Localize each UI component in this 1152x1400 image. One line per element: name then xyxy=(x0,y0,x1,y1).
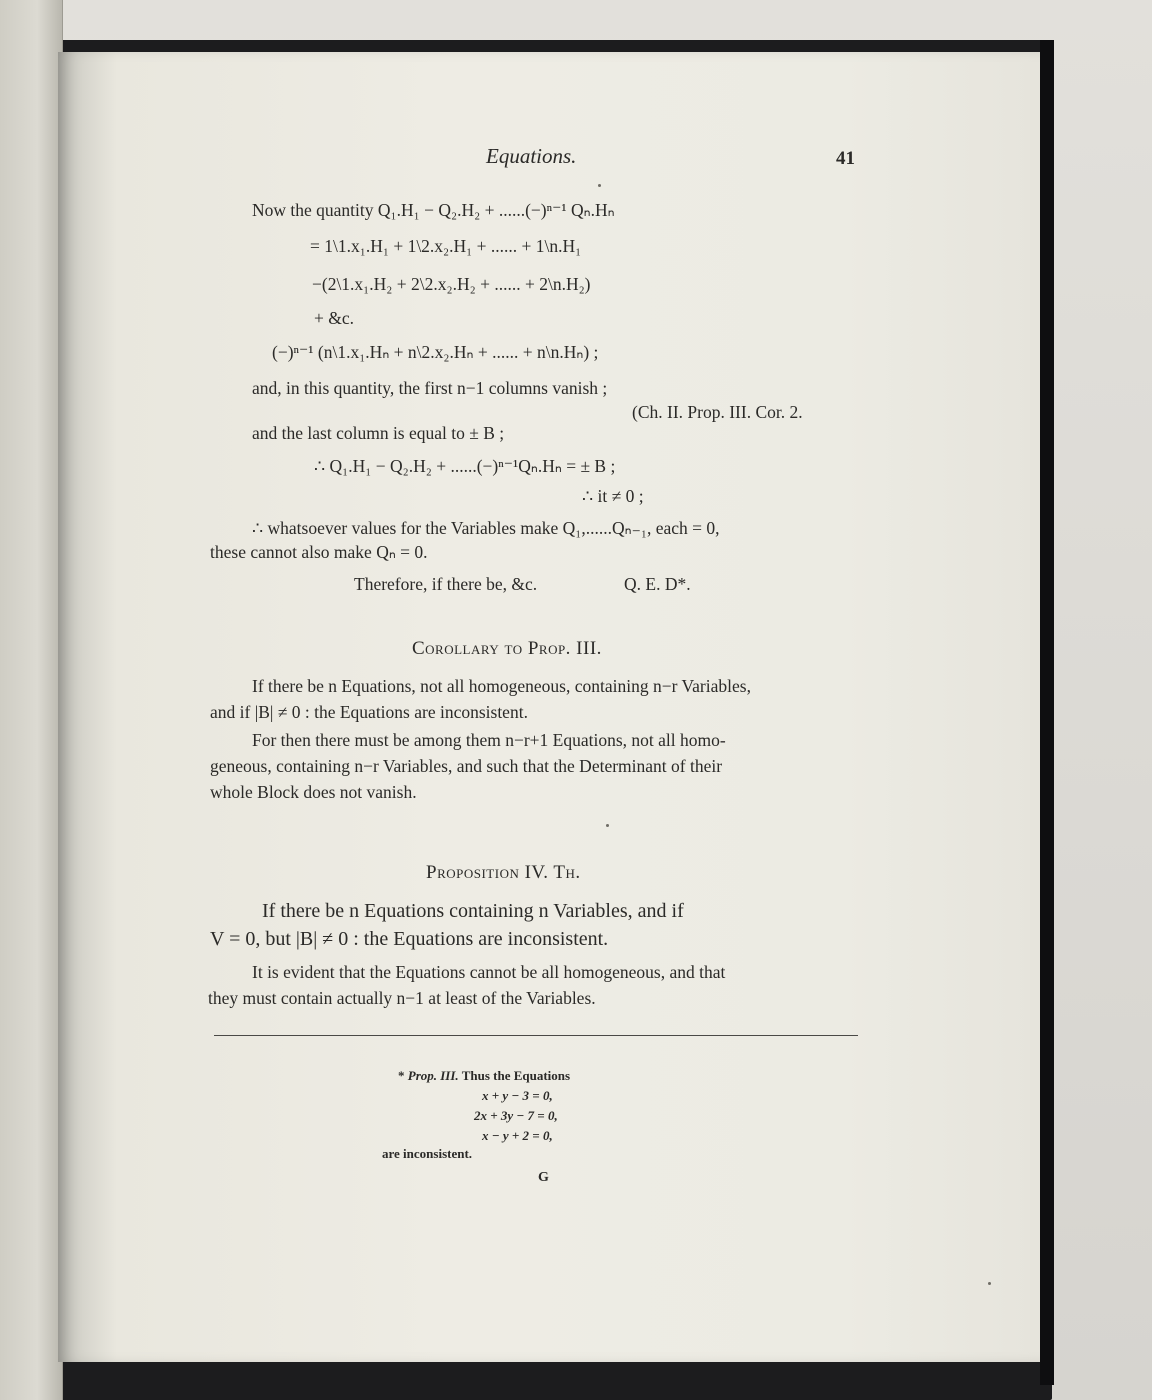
proposition-heading: Proposition IV. Th. xyxy=(426,862,581,883)
book-cover-edge xyxy=(1040,40,1054,1385)
corollary-para2-line3: whole Block does not vanish. xyxy=(210,782,417,802)
proof-line-2: = 1\1.x₁.H₁ + 1\2.x₂.H₁ + ...... + 1\n.H₁ xyxy=(310,236,582,256)
corollary-para2-line1: For then there must be among them n−r+1 Equations, not all homo- xyxy=(252,730,726,750)
footnote-intro xyxy=(398,1068,570,1084)
proof-line-5: (−)ⁿ⁻¹ (n\1.x₁.Hₙ + n\2.x₂.Hₙ + ...... + n\n.Hₙ) ; xyxy=(272,342,599,362)
qed: Q. E. D*. xyxy=(624,574,691,594)
running-head-title: Equations. xyxy=(486,144,577,168)
proof-line-4: + &c. xyxy=(314,308,354,328)
corollary-para1-line1: If there be n Equations, not all homogeneous, containing n−r Variables, xyxy=(252,676,751,696)
footnote-equation-3: x − y + 2 = 0, xyxy=(482,1128,553,1143)
proof-line-10: ∴ it ≠ 0 ; xyxy=(582,486,644,506)
signature-mark: G xyxy=(538,1170,549,1185)
facing-page-edge xyxy=(0,0,63,1400)
footnote-rule xyxy=(214,1035,858,1036)
footnote-equation-2: 2x + 3y − 7 = 0, xyxy=(474,1108,558,1123)
corollary-para1-line2: and if |B| ≠ 0 : the Equations are inconsistent. xyxy=(210,702,528,722)
paper-speck xyxy=(988,1282,991,1285)
corollary-para2-line2: geneous, containing n−r Variables, and such that the Determinant of their xyxy=(210,756,723,776)
proof-line-12: these cannot also make Qₙ = 0. xyxy=(210,542,428,562)
footnote-equation-1: x + y − 3 = 0, xyxy=(482,1088,553,1103)
page-number: 41 xyxy=(836,148,855,169)
book-page xyxy=(58,52,1040,1362)
proof-line-11: ∴ whatsoever values for the Variables make Q₁,......Qₙ₋₁, each = 0, xyxy=(252,518,720,538)
proof-conclusion: Therefore, if there be, &c. xyxy=(354,574,538,594)
proof-line-8: and the last column is equal to ± B ; xyxy=(252,423,505,443)
proof-line-6: and, in this quantity, the first n−1 columns vanish ; xyxy=(252,378,608,398)
proposition-para-line1: It is evident that the Equations cannot be all homogeneous, and that xyxy=(252,962,726,982)
footnote-marker: * xyxy=(398,1068,405,1083)
footnote-outro: are inconsistent. xyxy=(382,1146,473,1161)
proposition-statement-line2: V = 0, but |B| ≠ 0 : the Equations are inconsistent. xyxy=(210,928,609,950)
proposition-para-line2: they must contain actually n−1 at least of the Variables. xyxy=(208,988,596,1008)
proof-reference: (Ch. II. Prop. III. Cor. 2. xyxy=(632,402,803,422)
proposition-statement-line1: If there be n Equations containing n Variables, and if xyxy=(262,900,684,922)
paper-speck xyxy=(606,824,609,827)
corollary-heading: Corollary to Prop. III. xyxy=(412,638,602,659)
paper-speck xyxy=(598,184,601,187)
proof-line-3: −(2\1.x₁.H₂ + 2\2.x₂.H₂ + ...... + 2\n.H₂) xyxy=(312,274,591,294)
proof-line-9: ∴ Q₁.H₁ − Q₂.H₂ + ......(−)ⁿ⁻¹Qₙ.Hₙ = ± B ; xyxy=(314,456,616,476)
footnote-intro-text: Thus the Equations xyxy=(461,1068,571,1083)
proof-line-1: Now the quantity Q₁.H₁ − Q₂.H₂ + ......(−)ⁿ⁻¹ Qₙ.Hₙ xyxy=(252,200,615,220)
footnote-reference: Prop. III. xyxy=(407,1068,459,1083)
